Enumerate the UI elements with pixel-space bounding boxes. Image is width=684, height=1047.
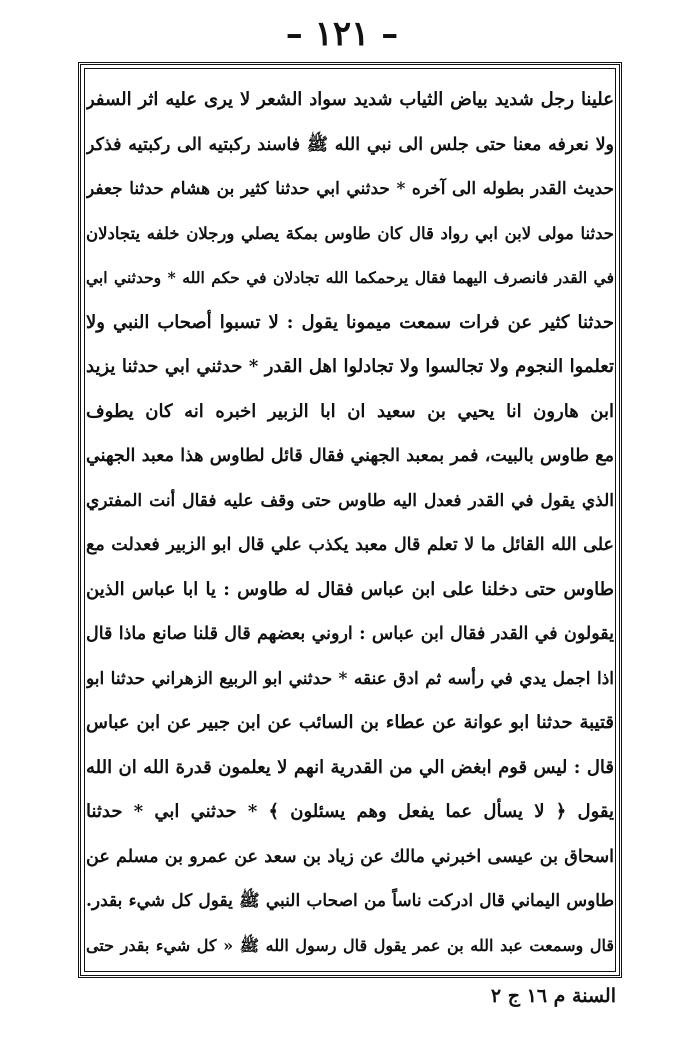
page-number: – ١٢١ – xyxy=(285,14,399,54)
text-line: حدثنا مولى لابن ابي رواد قال كان طاوس بمكة يصلي ورجلان خلفه يتجادلان xyxy=(86,223,614,243)
text-line: قال : ليس قوم ابغض الي من القدرية انهم لا يعلمون قدرة الله ان الله xyxy=(86,756,614,778)
text-line: الذي يقول في القدر فعدل اليه طاوس حتى وقف عليه فقال أنت المفتري xyxy=(86,490,614,511)
text-line: علينا رجل شديد بياض الثياب شديد سواد الشعر لا يرى عليه اثر السفر xyxy=(86,89,614,110)
text-line: اذا اجمل يدي في رأسه ثم ادق عنقه * حدثني ابو الربيع الزهراني حدثنا ابو xyxy=(86,668,614,689)
text-line: حدثنا كثير عن فرات سمعت ميمونا يقول : لا تسبوا أصحاب النبي ولا xyxy=(86,311,614,333)
text-line: على الله القائل ما لا تعلم قال معبد يكذب علي قال ابو الزبير فعدلت مع xyxy=(86,535,614,555)
text-line: طاوس اليماني قال ادركت ناساً من اصحاب النبي ﷺ يقول كل شيء بقدر. xyxy=(86,891,614,911)
text-line: يقول ﴿ لا يسأل عما يفعل وهم يسئلون ﴾ * حدثني ابي * حدثنا xyxy=(86,801,614,822)
text-line: حديث القدر بطوله الى آخره * حدثني ابي حدثنا كثير بن هشام حدثنا جعفر xyxy=(86,179,614,199)
text-line: اسحاق بن عيسى اخبرني مالك عن زياد بن سعد عن عمرو بن مسلم عن xyxy=(86,846,614,867)
text-line: طاوس حتى دخلنا على ابن عباس فقال له طاوس : يا ابا عباس الذين xyxy=(86,578,614,600)
text-line: ولا نعرفه معنا حتى جلس الى نبي الله ﷺ فاسند ركبتيه الى ركبتيه فذكر xyxy=(86,134,614,155)
text-line: ابن هارون انا يحيي بن سعيد ان ابا الزبير اخبره انه كان يطوف xyxy=(86,400,614,422)
body-text xyxy=(86,78,614,970)
text-line: قال وسمعت عبد الله بن عمر يقول قال رسول الله ﷺ « كل شيء بقدر حتى xyxy=(86,935,614,955)
text-line: مع طاوس بالبيت، فمر بمعبد الجهني فقال قائل لطاوس هذا معبد الجهني xyxy=(86,446,614,466)
footer-signature: السنة م ١٦ ج ٢ xyxy=(490,985,616,1007)
text-line: قتيبة حدثنا ابو عوانة عن عطاء بن السائب عن ابن جبير عن ابن عباس xyxy=(86,712,614,733)
text-line: في القدر فانصرف اليهما فقال يرحمكما الله تجادلان في حكم الله * وحدثني ابي xyxy=(86,268,614,287)
text-line: تعلموا النجوم ولا تجالسوا ولا تجادلوا اهل القدر * حدثني ابي حدثنا يزيد xyxy=(86,356,614,377)
text-line: يقولون في القدر فقال ابن عباس : اروني بعضهم قال قلنا صانع ماذا قال xyxy=(86,624,614,644)
